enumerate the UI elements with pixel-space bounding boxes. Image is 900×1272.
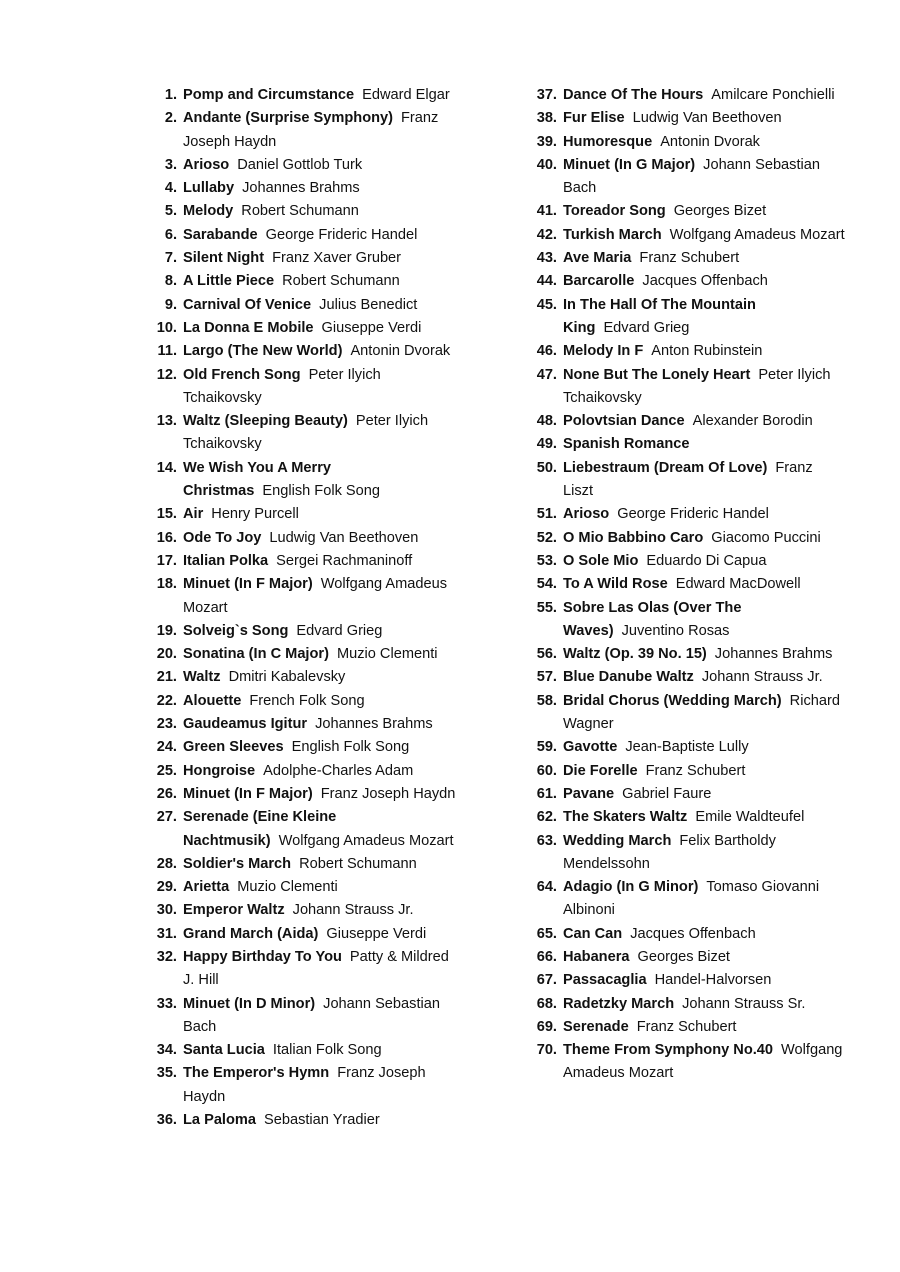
item-number: 7.: [164, 250, 177, 267]
composer-name: Sergei Rachmaninoff: [276, 552, 413, 569]
composer-name: Handel-Halvorsen: [654, 972, 772, 989]
list-item: [150, 270, 460, 293]
song-title: Andante (Surprise Symphony): [183, 110, 394, 127]
list-item: [530, 783, 845, 806]
song-title: Radetzky March: [563, 995, 675, 1012]
list-item: [530, 643, 845, 666]
list-item: [530, 666, 845, 689]
item-number: 54.: [536, 576, 557, 593]
item-number: 8.: [164, 273, 177, 290]
list-item: [530, 1039, 845, 1086]
item-number: 33.: [156, 995, 177, 1012]
list-item: [530, 830, 845, 877]
list-item: [530, 527, 845, 550]
list-item: [150, 317, 460, 340]
list-item: [150, 876, 460, 899]
composer-name: Franz Schubert: [636, 1018, 737, 1035]
list-item: [530, 550, 845, 573]
composer-name: Dmitri Kabalevsky: [228, 669, 346, 686]
composer-name: Johannes Brahms: [714, 646, 833, 663]
song-title: Waltz (Sleeping Beauty): [183, 413, 348, 430]
composer-name: Johann Strauss Jr.: [701, 669, 823, 686]
composer-name: Daniel Gottlob Turk: [237, 156, 363, 173]
composer-name: Gabriel Faure: [622, 785, 712, 802]
song-title: Largo (The New World): [183, 343, 343, 360]
item-number: 62.: [536, 809, 557, 826]
list-item: [150, 853, 460, 876]
song-title: Dance Of The Hours: [563, 87, 704, 103]
song-title: Minuet (In F Major): [183, 785, 313, 802]
list-item: [150, 690, 460, 713]
song-title: Minuet (In D Minor): [183, 995, 316, 1012]
composer-name: Franz Joseph Haydn: [183, 110, 439, 150]
song-title: Serenade (Eine Kleine Nachtmusik): [183, 809, 337, 849]
song-list-right-column: [530, 84, 845, 1086]
composer-name: Giuseppe Verdi: [321, 319, 422, 336]
composer-name: Italian Folk Song: [272, 1042, 382, 1059]
composer-name: Henry Purcell: [211, 506, 299, 523]
song-title: Gaudeamus Igitur: [183, 716, 308, 733]
composer-name: Adolphe-Charles Adam: [263, 762, 414, 779]
list-item: [150, 1109, 460, 1132]
song-title: Die Forelle: [563, 762, 638, 779]
item-number: 43.: [536, 250, 557, 267]
composer-name: Felix Bartholdy Mendelssohn: [563, 832, 776, 872]
item-number: 69.: [536, 1018, 557, 1035]
composer-name: Peter Ilyich Tchaikovsky: [183, 413, 429, 453]
composer-name: Antonin Dvorak: [350, 343, 451, 360]
composer-name: Jean-Baptiste Lully: [625, 739, 749, 756]
list-item: [150, 993, 460, 1040]
item-number: 40.: [536, 156, 557, 173]
list-item: [150, 899, 460, 922]
list-item: [530, 84, 845, 107]
composer-name: Edward MacDowell: [675, 576, 801, 593]
item-number: 26.: [156, 785, 177, 802]
item-number: 63.: [536, 832, 557, 849]
song-title: Old French Song: [183, 366, 301, 383]
list-item: [150, 527, 460, 550]
item-number: 22.: [156, 692, 177, 709]
item-number: 17.: [156, 552, 177, 569]
composer-name: French Folk Song: [249, 692, 365, 709]
list-item: [530, 270, 845, 293]
list-item: [530, 923, 845, 946]
list-item: [150, 923, 460, 946]
list-item: [150, 550, 460, 573]
item-number: 64.: [536, 879, 557, 896]
item-number: 46.: [536, 343, 557, 360]
song-title: Italian Polka: [183, 552, 269, 569]
item-number: 65.: [536, 925, 557, 942]
composer-name: Edvard Grieg: [603, 319, 690, 336]
song-title: Waltz (Op. 39 No. 15): [563, 646, 707, 663]
song-title: Toreador Song: [563, 203, 666, 220]
list-item: [530, 736, 845, 759]
item-number: 49.: [536, 436, 557, 453]
item-number: 25.: [156, 762, 177, 779]
composer-name: Eduardo Di Capua: [646, 552, 767, 569]
song-title: Minuet (In G Major): [563, 156, 696, 173]
list-item: [150, 946, 460, 993]
song-title: Bridal Chorus (Wedding March): [563, 692, 782, 709]
item-number: 53.: [536, 552, 557, 569]
composer-name: Robert Schumann: [299, 855, 417, 872]
song-title: Alouette: [183, 692, 242, 709]
item-number: 31.: [156, 925, 177, 942]
song-title: Melody In F: [563, 343, 644, 360]
song-title: Soldier's March: [183, 855, 292, 872]
item-number: 68.: [536, 995, 557, 1012]
list-item: [150, 620, 460, 643]
song-title: Blue Danube Waltz: [563, 669, 694, 686]
composer-name: Muzio Clementi: [237, 879, 338, 896]
list-item: [150, 154, 460, 177]
item-number: 32.: [156, 948, 177, 965]
item-number: 70.: [536, 1042, 557, 1059]
song-title: Sarabande: [183, 226, 258, 243]
list-item: [150, 806, 460, 853]
item-number: 28.: [156, 855, 177, 872]
composer-name: Peter Ilyich Tchaikovsky: [563, 366, 831, 406]
item-number: 23.: [156, 716, 177, 733]
item-number: 52.: [536, 529, 557, 546]
song-title: Air: [183, 506, 204, 523]
list-item: [150, 457, 460, 504]
item-number: 36.: [156, 1112, 177, 1129]
item-number: 56.: [536, 646, 557, 663]
item-number: 11.: [157, 343, 177, 360]
composer-name: Franz Joseph Haydn: [183, 1065, 426, 1105]
song-title: None But The Lonely Heart: [563, 366, 751, 383]
list-item: [530, 993, 845, 1016]
composer-name: Georges Bizet: [673, 203, 767, 220]
song-title: O Mio Babbino Caro: [563, 529, 704, 546]
item-number: 47.: [536, 366, 557, 383]
list-item: [150, 760, 460, 783]
composer-name: Ludwig Van Beethoven: [269, 529, 419, 546]
song-title: Fur Elise: [563, 110, 625, 127]
item-number: 13.: [156, 413, 177, 430]
item-number: 38.: [536, 110, 557, 127]
item-number: 2.: [164, 110, 177, 127]
list-item: [150, 247, 460, 270]
item-number: 41.: [536, 203, 557, 220]
list-item: [150, 224, 460, 247]
item-number: 51.: [536, 506, 557, 523]
list-item: [150, 410, 460, 457]
composer-name: Franz Xaver Gruber: [272, 250, 402, 267]
song-title: Santa Lucia: [183, 1042, 265, 1059]
song-title: Carnival Of Venice: [183, 296, 312, 313]
composer-name: Robert Schumann: [241, 203, 359, 220]
song-title: Habanera: [563, 948, 630, 965]
list-item: [530, 1016, 845, 1039]
item-number: 21.: [156, 669, 177, 686]
composer-name: Muzio Clementi: [336, 646, 438, 663]
list-item: [530, 457, 845, 504]
list-item: [530, 503, 845, 526]
composer-name: Jacques Offenbach: [642, 273, 768, 290]
song-title: Wedding March: [563, 832, 672, 849]
list-item: [150, 666, 460, 689]
composer-name: Patty & Mildred J. Hill: [183, 948, 449, 989]
item-number: 4.: [164, 180, 177, 197]
list-item: [150, 1062, 460, 1109]
song-title: Can Can: [563, 925, 623, 942]
list-item: [530, 364, 845, 411]
list-item: [530, 340, 845, 363]
item-number: 12.: [156, 366, 177, 383]
composer-name: English Folk Song: [262, 483, 381, 500]
composer-name: Amilcare Ponchielli: [711, 87, 835, 103]
item-number: 67.: [536, 972, 557, 989]
list-item: [150, 84, 460, 107]
list-item: [150, 736, 460, 759]
song-title: The Skaters Waltz: [563, 809, 688, 826]
song-title: La Paloma: [183, 1112, 256, 1129]
composer-name: Franz Schubert: [645, 762, 746, 779]
composer-name: Juventino Rosas: [621, 622, 730, 639]
list-item: [150, 364, 460, 411]
list-item: [530, 573, 845, 596]
song-title: Emperor Waltz: [183, 902, 285, 919]
item-number: 34.: [156, 1042, 177, 1059]
song-title: Humoresque: [563, 133, 653, 150]
item-number: 10.: [156, 319, 177, 336]
song-title: The Emperor's Hymn: [183, 1065, 330, 1082]
list-item: [530, 690, 845, 737]
composer-name: Wolfgang Amadeus Mozart: [669, 226, 845, 243]
song-title: Pomp and Circumstance: [183, 87, 355, 103]
item-number: 6.: [164, 226, 177, 243]
composer-name: George Frideric Handel: [617, 506, 769, 523]
song-title: Lullaby: [183, 180, 235, 197]
composer-name: Ludwig Van Beethoven: [632, 110, 782, 127]
item-number: 19.: [156, 622, 177, 639]
composer-name: Giacomo Puccini: [711, 529, 821, 546]
item-number: 39.: [536, 133, 557, 150]
song-title: Waltz: [183, 669, 221, 686]
item-number: 15.: [156, 506, 177, 523]
song-title: Hongroise: [183, 762, 256, 779]
composer-name: Johann Sebastian Bach: [563, 156, 820, 197]
item-number: 14.: [156, 459, 177, 476]
song-title: Barcarolle: [563, 273, 635, 290]
composer-name: Franz Liszt: [563, 459, 813, 500]
item-number: 3.: [164, 156, 177, 173]
song-title: Serenade: [563, 1018, 629, 1035]
song-title: Adagio (In G Minor): [563, 879, 699, 896]
song-title: We Wish You A Merry Christmas: [183, 459, 331, 500]
composer-name: Peter Ilyich Tchaikovsky: [183, 366, 381, 406]
composer-name: Emile Waldteufel: [695, 809, 805, 826]
list-item: [530, 806, 845, 829]
composer-name: Tomaso Giovanni Albinoni: [563, 879, 820, 919]
song-title: Arioso: [563, 506, 610, 523]
item-number: 58.: [536, 692, 557, 709]
item-number: 45.: [536, 296, 557, 313]
composer-name: Wolfgang Amadeus Mozart: [183, 576, 448, 616]
item-number: 35.: [156, 1065, 177, 1082]
song-title: Turkish March: [563, 226, 662, 243]
song-title: In The Hall Of The Mountain King: [563, 296, 756, 336]
item-number: 1.: [164, 87, 177, 103]
item-number: 9.: [164, 296, 177, 313]
composer-name: Antonin Dvorak: [660, 133, 760, 150]
composer-name: Franz Schubert: [639, 250, 740, 267]
item-number: 59.: [536, 739, 557, 756]
composer-name: Julius Benedict: [319, 296, 418, 313]
song-title: Sonatina (In C Major): [183, 646, 329, 663]
list-item: [530, 200, 845, 223]
item-number: 60.: [536, 762, 557, 779]
list-item: [530, 131, 845, 154]
list-item: [150, 177, 460, 200]
song-title: Melody: [183, 203, 234, 220]
item-number: 29.: [156, 879, 177, 896]
song-title: Minuet (In F Major): [183, 576, 313, 593]
composer-name: Giuseppe Verdi: [326, 925, 427, 942]
song-title: Polovtsian Dance: [563, 413, 685, 430]
item-number: 37.: [536, 87, 557, 103]
song-title: Gavotte: [563, 739, 618, 756]
song-title: Theme From Symphony No.40: [563, 1042, 774, 1059]
song-title: Arioso: [183, 156, 230, 173]
composer-name: Johann Strauss Sr.: [682, 995, 806, 1012]
composer-name: Johannes Brahms: [242, 180, 360, 197]
list-item: [150, 340, 460, 363]
item-number: 50.: [536, 459, 557, 476]
song-title: O Sole Mio: [563, 552, 639, 569]
list-item: [530, 247, 845, 270]
song-title: Happy Birthday To You: [183, 948, 342, 965]
song-title: Ode To Joy: [183, 529, 262, 546]
composer-name: Johann Sebastian Bach: [183, 995, 440, 1035]
list-item: [530, 107, 845, 130]
list-item: [150, 294, 460, 317]
list-item: [150, 1039, 460, 1062]
composer-name: Franz Joseph Haydn: [320, 785, 456, 802]
item-number: 16.: [156, 529, 177, 546]
list-item: [150, 107, 460, 154]
list-item: [530, 969, 845, 992]
composer-name: Wolfgang Amadeus Mozart: [563, 1042, 843, 1082]
list-item: [530, 224, 845, 247]
list-item: [150, 503, 460, 526]
song-title: La Donna E Mobile: [183, 319, 314, 336]
item-number: 44.: [536, 273, 557, 290]
list-item: [530, 876, 845, 923]
composer-name: Wolfgang Amadeus Mozart: [278, 832, 454, 849]
item-number: 24.: [156, 739, 177, 756]
list-item: [530, 760, 845, 783]
song-title: Arietta: [183, 879, 230, 896]
list-item: [150, 573, 460, 620]
song-title: Sobre Las Olas (Over The Waves): [563, 599, 742, 639]
list-item: [530, 597, 845, 644]
song-title: Spanish Romance: [563, 436, 690, 453]
song-title: Silent Night: [183, 250, 265, 267]
song-title: A Little Piece: [183, 273, 275, 290]
song-title: Ave Maria: [563, 250, 632, 267]
composer-name: Richard Wagner: [563, 692, 840, 733]
item-number: 48.: [536, 413, 557, 430]
list-item: [150, 713, 460, 736]
composer-name: George Frideric Handel: [265, 226, 418, 243]
list-item: [150, 643, 460, 666]
composer-name: Johannes Brahms: [315, 716, 433, 733]
item-number: 30.: [156, 902, 177, 919]
composer-name: Jacques Offenbach: [630, 925, 756, 942]
list-item: [530, 946, 845, 969]
song-title: Green Sleeves: [183, 739, 284, 756]
song-title: Passacaglia: [563, 972, 647, 989]
item-number: 27.: [156, 809, 177, 826]
composer-name: Edvard Grieg: [296, 622, 383, 639]
item-number: 42.: [536, 226, 557, 243]
item-number: 20.: [156, 646, 177, 663]
song-title: To A Wild Rose: [563, 576, 668, 593]
composer-name: Anton Rubinstein: [651, 343, 763, 360]
list-item: [530, 410, 845, 433]
song-list-left-column: [150, 84, 460, 1132]
list-item: [150, 200, 460, 223]
list-item: [530, 154, 845, 201]
song-title: Grand March (Aida): [183, 925, 319, 942]
composer-name: Alexander Borodin: [692, 413, 813, 430]
item-number: 55.: [536, 599, 557, 616]
item-number: 66.: [536, 948, 557, 965]
song-title: Pavane: [563, 785, 615, 802]
list-item: [530, 294, 845, 341]
item-number: 57.: [536, 669, 557, 686]
composer-name: Robert Schumann: [282, 273, 400, 290]
composer-name: Sebastian Yradier: [264, 1112, 380, 1129]
list-item: [150, 783, 460, 806]
song-title: Liebestraum (Dream Of Love): [563, 459, 768, 476]
composer-name: Georges Bizet: [637, 948, 730, 965]
composer-name: Johann Strauss Jr.: [292, 902, 414, 919]
item-number: 61.: [536, 785, 557, 802]
list-item: [530, 433, 845, 456]
item-number: 18.: [156, 576, 177, 593]
composer-name: Edward Elgar: [362, 87, 450, 103]
song-title: Solveig`s Song: [183, 622, 289, 639]
item-number: 5.: [164, 203, 177, 220]
composer-name: English Folk Song: [291, 739, 410, 756]
